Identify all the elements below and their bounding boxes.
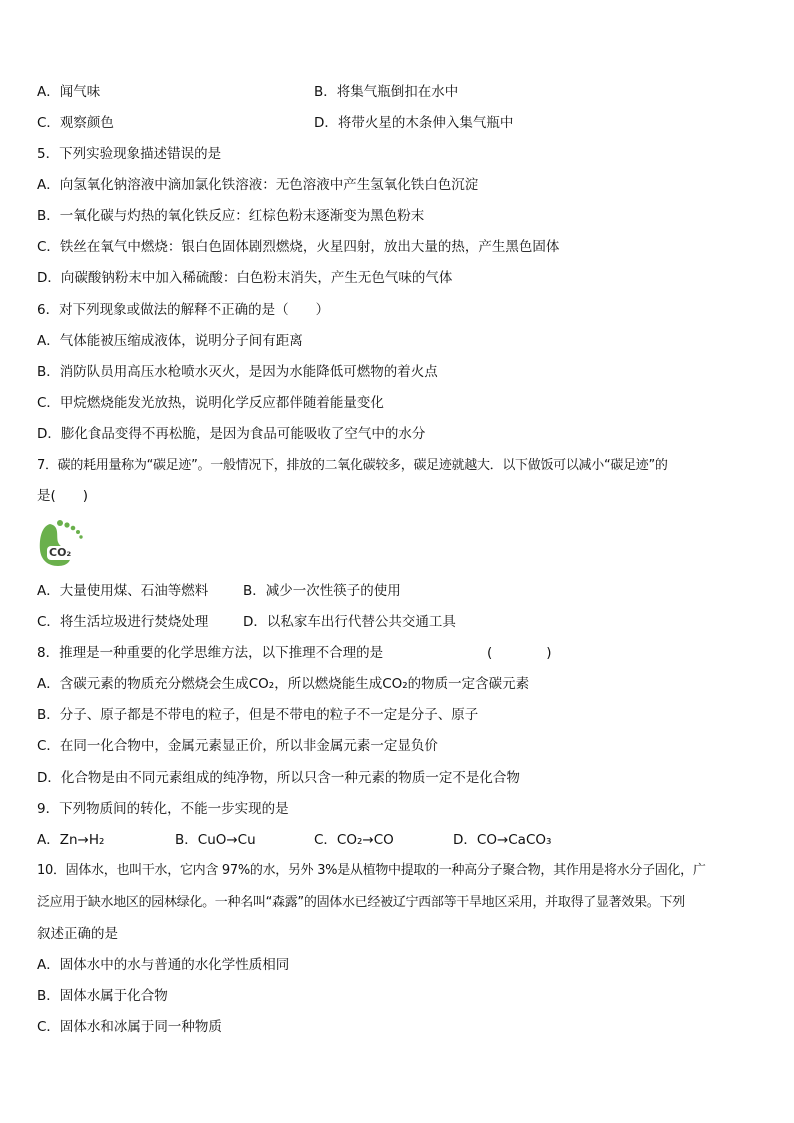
q8-option-b: B．分子、原子都是不带电的粒子，但是不带电的粒子不一定是分子、原子 — [37, 707, 479, 723]
q5-option-a: A．向氢氧化钠溶液中滴加氯化铁溶液：无色溶液中产生氢氧化铁白色沉淀 — [37, 177, 479, 193]
q5-option-c: C．铁丝在氧气中燃烧：银白色固体剧烈燃烧，火星四射，放出大量的热，产生黑色固体 — [37, 239, 560, 255]
q6-option-d: D．膨化食品变得不再松脆，是因为食品可能吸收了空气中的水分 — [37, 426, 426, 442]
q9-option-c: C．CO₂→CO — [314, 832, 394, 848]
q10-stem-line2: 泛应用于缺水地区的园林绿化。一种名叫“森露”的固体水已经被辽宁西部等干旱地区采用，并取得了显著效果。下列 — [37, 895, 685, 910]
q4-option-c: C．观察颜色 — [37, 115, 114, 131]
q5-option-d: D．向碳酸钠粉末中加入稀硫酸：白色粉末消失，产生无色气味的气体 — [37, 270, 453, 286]
q7-stem-line1: 7．碳的耗用量称为“碳足迹”。一般情况下，排放的二氧化碳较多，碳足迹就越大．以下做饭可以减小“碳足迹”的 — [37, 458, 668, 473]
q10-option-a: A．固体水中的水与普通的水化学性质相同 — [37, 957, 290, 973]
q9-stem: 9．下列物质间的转化，不能一步实现的是 — [37, 801, 289, 817]
q9-option-b: B．CuO→Cu — [175, 832, 256, 848]
footprint-icon — [36, 516, 88, 568]
q6-stem: 6．对下列现象或做法的解释不正确的是（ ） — [37, 302, 330, 318]
co2-logo-text: CO₂ — [49, 546, 72, 559]
q7-option-a: A．大量使用煤、石油等燃料 — [37, 583, 209, 599]
q9-option-d: D．CO→CaCO₃ — [453, 832, 552, 848]
q4-option-d: D．将带火星的木条伸入集气瓶中 — [314, 115, 514, 131]
q8-stem: 8．推理是一种重要的化学思维方法，以下推理不合理的是 — [37, 645, 384, 661]
q10-option-b: B．固体水属于化合物 — [37, 988, 168, 1004]
q7-option-d: D．以私家车出行代替公共交通工具 — [243, 614, 456, 630]
q8-option-a: A．含碳元素的物质充分燃烧会生成CO₂，所以燃烧能生成CO₂的物质一定含碳元素 — [37, 676, 530, 692]
q9-option-a: A．Zn→H₂ — [37, 832, 105, 848]
q7-option-c: C．将生活垃圾进行焚烧处理 — [37, 614, 209, 630]
q5-option-b: B．一氧化碳与灼热的氧化铁反应：红棕色粉末逐渐变为黑色粉末 — [37, 208, 425, 224]
carbon-footprint-logo — [36, 516, 88, 568]
q8-option-c: C．在同一化合物中，金属元素显正价，所以非金属元素一定显负价 — [37, 738, 438, 754]
q10-stem-line3: 叙述正确的是 — [37, 926, 118, 942]
q4-option-b: B．将集气瓶倒扣在水中 — [314, 84, 459, 100]
q6-option-b: B．消防队员用高压水枪喷水灭火，是因为水能降低可燃物的着火点 — [37, 364, 438, 380]
q8-answer-paren: ( ) — [487, 645, 552, 661]
q8-option-d: D．化合物是由不同元素组成的纯净物，所以只含一种元素的物质一定不是化合物 — [37, 770, 520, 786]
q4-option-a: A．闻气味 — [37, 84, 101, 100]
q6-option-c: C．甲烷燃烧能发光放热，说明化学反应都伴随着能量变化 — [37, 395, 384, 411]
q5-stem: 5．下列实验现象描述错误的是 — [37, 146, 222, 162]
q6-option-a: A．气体能被压缩成液体，说明分子间有距离 — [37, 333, 303, 349]
q7-option-b: B．减少一次性筷子的使用 — [243, 583, 401, 599]
q7-stem-line2: 是( ) — [37, 488, 89, 504]
q10-option-c: C．固体水和冰属于同一种物质 — [37, 1019, 222, 1035]
q10-stem-line1: 10．固体水，也叫干水，它内含 97%的水，另外 3%是从植物中提取的一种高分子聚合物，其作用是将水分子固化，广 — [37, 863, 706, 878]
